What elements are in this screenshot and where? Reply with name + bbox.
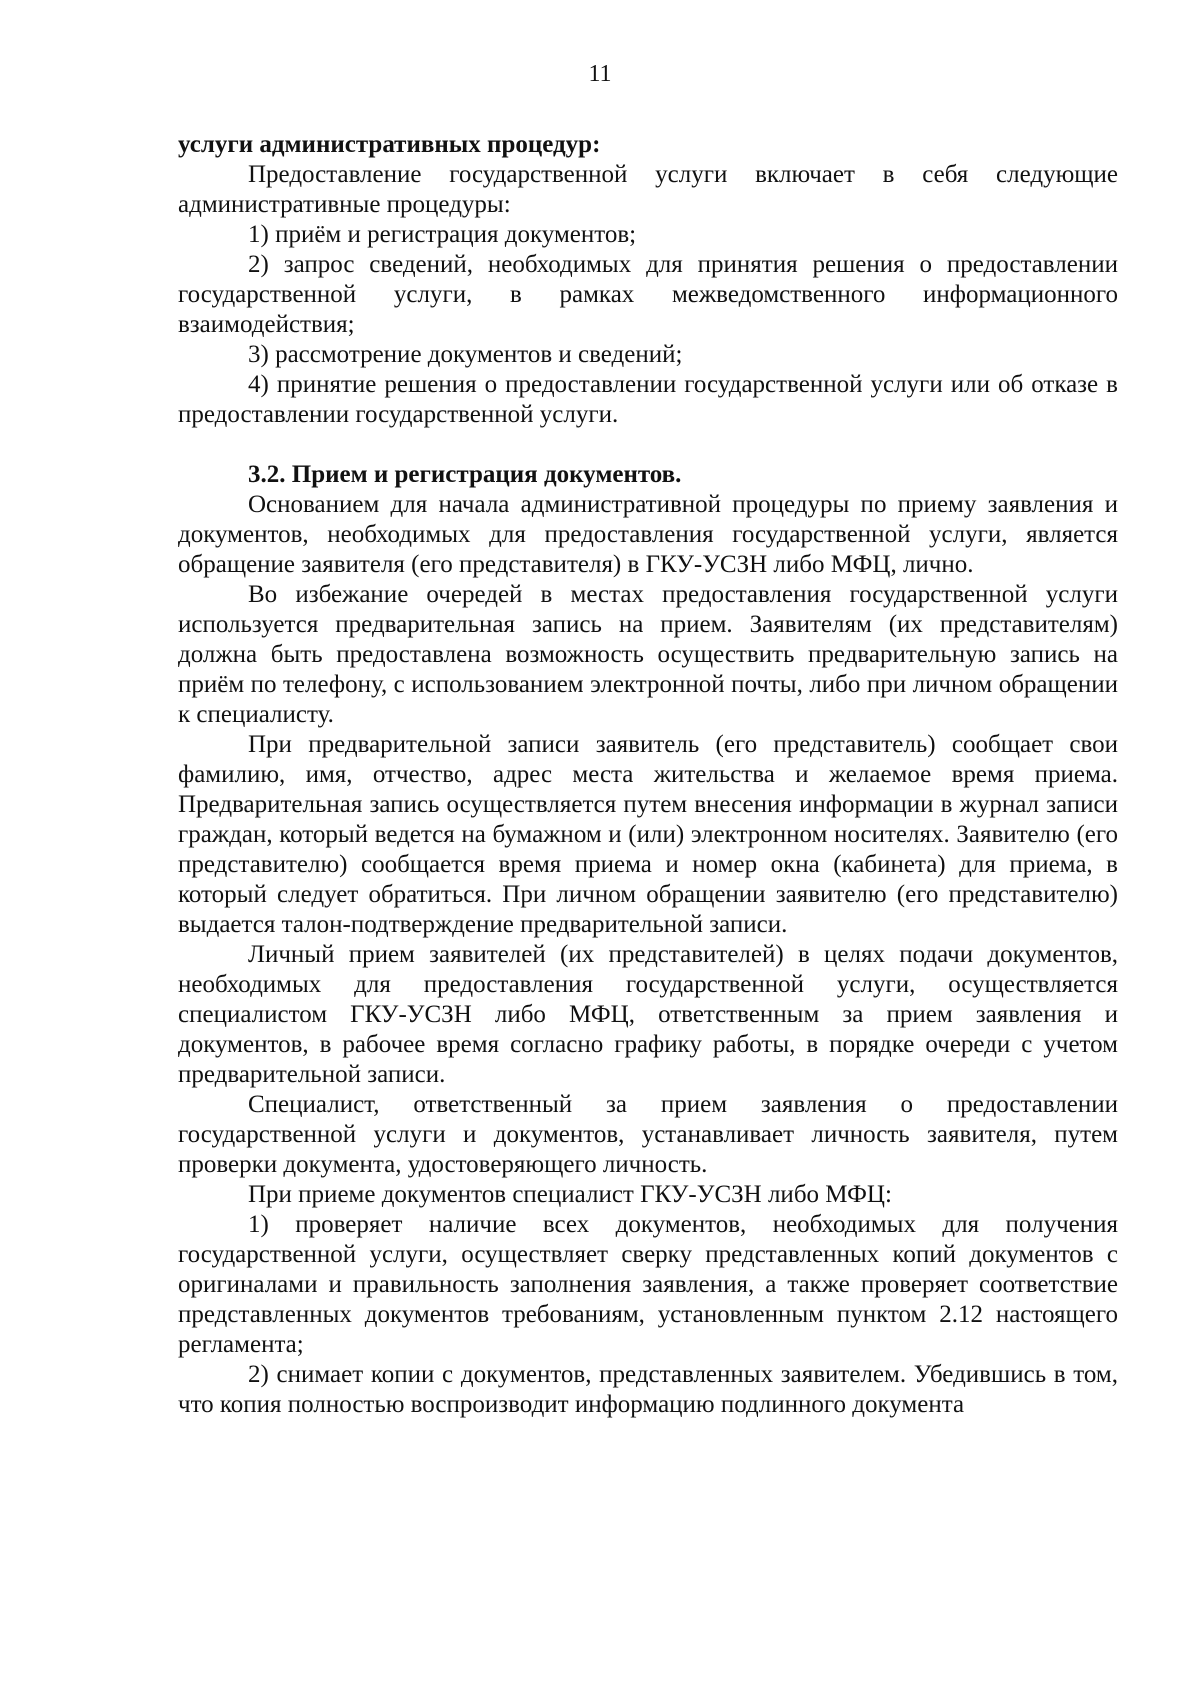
procedure-item: 1) приём и регистрация документов; [248, 221, 637, 248]
procedure-item: 2) запрос сведений, необходимых для принятия решения о предоставлении государственной услуги, в рамках межведомственного информационного взаимодействия; [178, 251, 1118, 338]
document-body [178, 130, 1118, 1420]
body-paragraph: Во избежание очередей в местах предоставления государственной услуги используется предварительная запись на прием. Заявителям (их представителям) должна быть предоставлена возможность осуществить предварительную запись на приём по телефону, с использованием электронной почты, либо при личном обращении к специалисту. [178, 581, 1118, 728]
section-title: 3.2. Прием и регистрация документов. [248, 461, 682, 488]
continuation-heading: услуги административных процедур: [178, 131, 601, 158]
body-paragraph: Специалист, ответственный за прием заявления о предоставлении государственной услуги и документов, устанавливает личность заявителя, путем проверки документа, удостоверяющего личность. [178, 1091, 1118, 1178]
procedure-item: 3) рассмотрение документов и сведений; [248, 341, 683, 368]
procedure-item: 4) принятие решения о предоставлении государственной услуги или об отказе в предоставлении государственной услуги. [178, 371, 1118, 428]
body-paragraph: При приеме документов специалист ГКУ-УСЗН либо МФЦ: [248, 1181, 892, 1208]
body-paragraph: При предварительной записи заявитель (его представитель) сообщает свои фамилию, имя, отчество, адрес места жительства и желаемое время приема. Предварительная запись осуществляется путем внесения информации в журнал записи граждан, который ведется на бумажном и (или) электронном носителях. Заявителю (его представителю) сообщается время приема и номер окна (кабинета) для приема, в который следует обратиться. При личном обращении заявителю (его представителю) выдается талон-подтверждение предварительной записи. [178, 731, 1118, 938]
page-number: 11 [588, 61, 612, 87]
body-paragraph: Личный прием заявителей (их представителей) в целях подачи документов, необходимых для предоставления государственной услуги, осуществляется специалистом ГКУ-УСЗН либо МФЦ, ответственным за прием заявления и документов, в рабочее время согласно графику работы, в порядке очереди с учетом предварительной записи. [178, 941, 1118, 1088]
body-paragraph: 1) проверяет наличие всех документов, необходимых для получения государственной услуги, осуществляет сверку представленных копий документов с оригиналами и правильность заполнения заявления, а также проверяет соответствие представленных документов требованиям, установленным пунктом 2.12 настоящего регламента; [178, 1211, 1118, 1358]
body-paragraph: Основанием для начала административной процедуры по приему заявления и документов, необходимых для предоставления государственной услуги, является обращение заявителя (его представителя) в ГКУ-УСЗН либо МФЦ, лично. [178, 491, 1118, 578]
intro-paragraph: Предоставление государственной услуги включает в себя следующие административные процедуры: [178, 161, 1118, 218]
body-paragraph: 2) снимает копии с документов, представленных заявителем. Убедившись в том, что копия полностью воспроизводит информацию подлинного документа [178, 1361, 1118, 1418]
